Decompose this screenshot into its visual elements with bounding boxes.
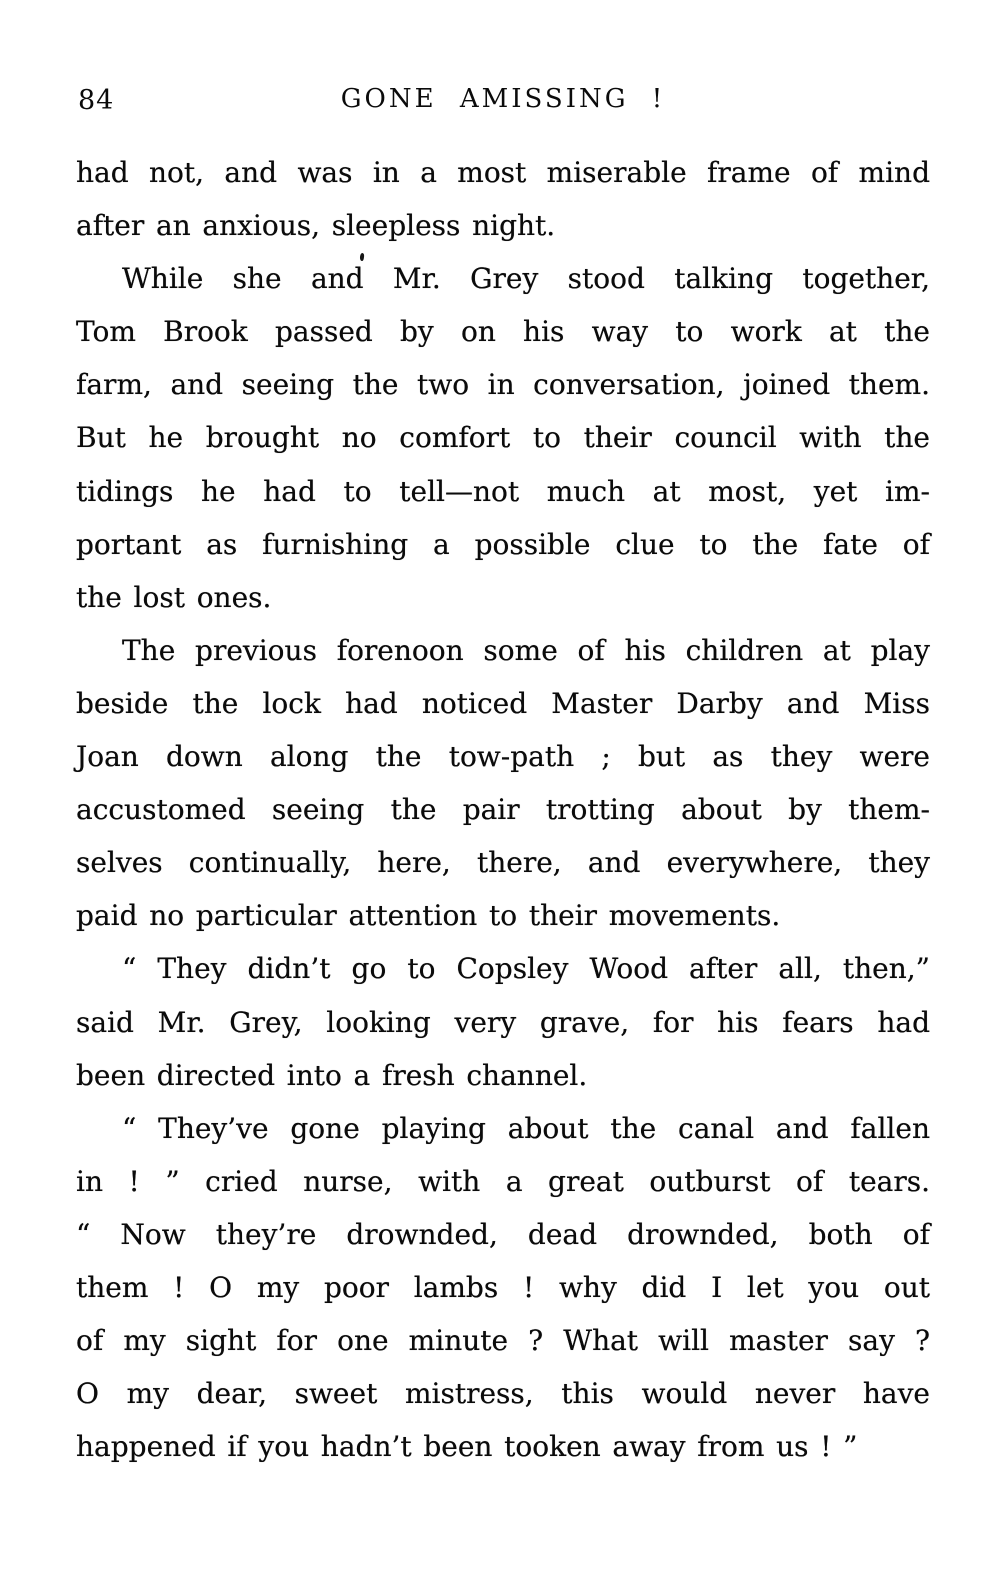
text-line: portant as furnishing a possible clue to the fate of xyxy=(76,527,930,561)
text-line: the lost ones. xyxy=(76,580,272,614)
text-line: of my sight for one minute ? What will master say ? xyxy=(76,1324,930,1358)
page-number: 84 xyxy=(78,85,115,116)
text-line: The previous forenoon some of his children at play xyxy=(122,633,930,667)
text-line: had not, and was in a most miserable frame of mind xyxy=(76,156,930,189)
text-line: said Mr. Grey, looking very grave, for his fears had xyxy=(76,1005,930,1039)
text-line: happened if you hadn’t been tooken away from us ! ” xyxy=(76,1430,858,1464)
text-line: paid no particular attention to their movements. xyxy=(76,899,781,933)
paragraph-4 xyxy=(76,942,930,1101)
text-line: While she and Mr. Grey stood talking together, xyxy=(122,262,930,296)
text-line: after an anxious, sleepless night. xyxy=(76,209,556,243)
paragraph-3 xyxy=(76,624,930,943)
text-line: accustomed seeing the pair trotting about by them- xyxy=(76,793,930,827)
text-line: farm, and seeing the two in conversation, joined them. xyxy=(76,368,930,402)
paragraph-5 xyxy=(76,1102,930,1474)
text-line: tidings he had to tell—not much at most, yet im- xyxy=(76,474,930,508)
text-line: Joan down along the tow-path ; but as they were xyxy=(76,740,930,774)
text-line: O my dear, sweet mistress, this would never have xyxy=(76,1377,930,1411)
text-line: “ They’ve gone playing about the canal and fallen xyxy=(122,1111,930,1145)
paragraph-1 xyxy=(76,146,930,252)
page-header xyxy=(76,84,930,118)
text-line: “ Now they’re drownded, dead drownded, both of xyxy=(76,1217,930,1251)
text-line: in ! ” cried nurse, with a great outburst of tears. xyxy=(76,1164,930,1198)
text-line: beside the lock had noticed Master Darby and Miss xyxy=(76,686,930,720)
text-line: been directed into a fresh channel. xyxy=(76,1058,588,1092)
text-line: “ They didn’t go to Copsley Wood after all, then,” xyxy=(122,952,930,986)
page-text xyxy=(76,146,930,1473)
text-line: Tom Brook passed by on his way to work at the xyxy=(76,315,930,349)
text-line: them ! O my poor lambs ! why did I let you out xyxy=(76,1270,930,1304)
text-line: But he brought no comfort to their council with the xyxy=(76,421,930,455)
running-title: GONE AMISSING ! xyxy=(340,84,666,114)
text-line: selves continually, here, there, and everywhere, they xyxy=(76,846,930,880)
paragraph-2 xyxy=(76,252,930,624)
